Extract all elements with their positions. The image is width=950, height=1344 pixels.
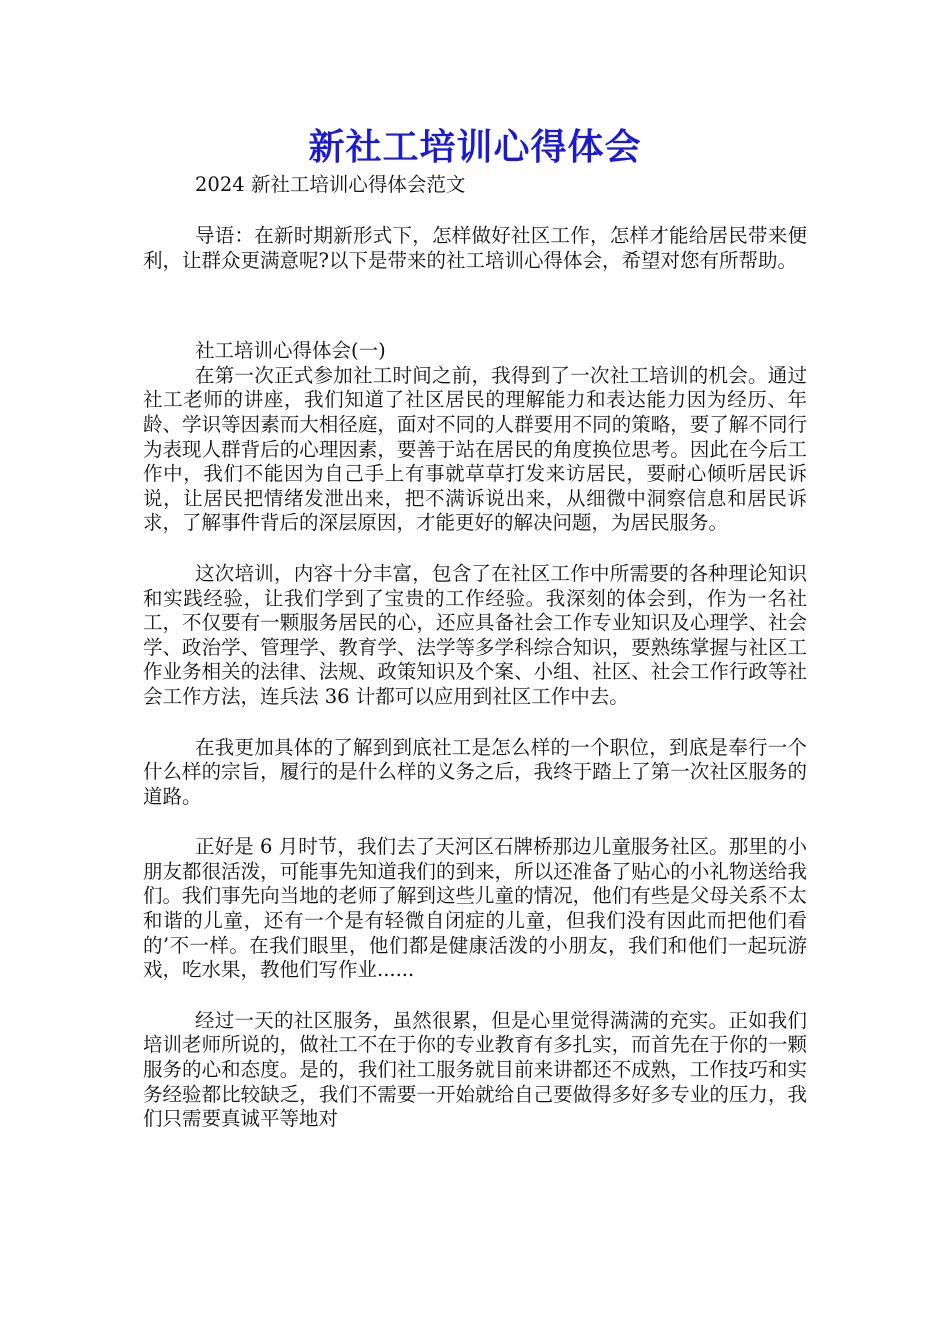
- body-paragraph-5: 经过一天的社区服务，虽然很累，但是心里觉得满满的充实。正如我们培训老师所说的，做社工不在于你的专业教育有多扎实，而首先在于你的一颗服务的心和态度。是的，我们社工服务就目前来讲都还不成熟，工作技巧和实务经验都比较缺乏，我们不需要一开始就给自己要做得多好多专业的压力，我们只需要真诚平等地对: [143, 1008, 807, 1131]
- spacer: [143, 198, 807, 224]
- body-paragraph-4: 正好是 6 月时节，我们去了天河区石牌桥那边儿童服务社区。那里的小朋友都很活泼，可能事先知道我们的到来，所以还准备了贴心的小礼物送给我们。我们事先向当地的老师了解到这些儿童的情况，他们有些是父母关系不太和谐的儿童，还有一个是有轻微自闭症的儿童，但我们没有因此而把他们看的’不一样。在我们眼里，他们都是健康活泼的小朋友，我们和他们一起玩游戏，吃水果，教他们写作业......: [143, 835, 807, 982]
- document-page: [143, 122, 807, 1132]
- document-title: 新社工培训心得体会: [308, 126, 642, 168]
- section-heading: 社工培训心得体会(一): [195, 339, 386, 363]
- intro-paragraph: 导语：在新时期新形式下，怎样做好社区工作，怎样才能给居民带来便利，让群众更满意呢?以下是带来的社工培训心得体会，希望对您有所帮助。: [143, 224, 807, 272]
- document-subtitle: 2024 新社工培训心得体会范文: [195, 173, 466, 196]
- body-paragraph-2: 这次培训，内容十分丰富，包含了在社区工作中所需要的各种理论知识和实践经验，让我们学到了宝贵的工作经验。我深刻的体会到，作为一名社工，不仅要有一颗服务居民的心，还应具备社会工作专业知识及心理学、社会学、政治学、管理学、教育学、法学等多学科综合知识，要熟练掌握与社区工作业务相关的法律、法规、政策知识及个案、小组、社区、社会工作行政等社会工作方法，连兵法 36 计都可以应用到社区工作中去。: [143, 561, 807, 708]
- spacer: [143, 983, 807, 1009]
- spacer: [143, 536, 807, 562]
- body-paragraph-3: 在我更加具体的了解到到底社工是怎么样的一个职位，到底是奉行一个什么样的宗旨，履行的是什么样的义务之后，我终于踏上了第一次社区服务的道路。: [143, 735, 807, 808]
- body-paragraph-1: 在第一次正式参加社工时间之前，我得到了一次社工培训的机会。通过社工老师的讲座，我们知道了社区居民的理解能力和表达能力因为经历、年龄、学识等因素而大相径庭，面对不同的人群要用不同的策略，要了解不同行为表现人群背后的心理因素，要善于站在居民的角度换位思考。因此在今后工作中，我们不能因为自己手上有事就草草打发来访居民，要耐心倾听居民诉说，让居民把情绪发泄出来，把不满诉说出来，从细微中洞察信息和居民诉求，了解事件背后的深层原因，才能更好的解决问题，为居民服务。: [143, 363, 807, 535]
- spacer: [143, 273, 807, 339]
- spacer: [143, 809, 807, 835]
- spacer: [143, 710, 807, 736]
